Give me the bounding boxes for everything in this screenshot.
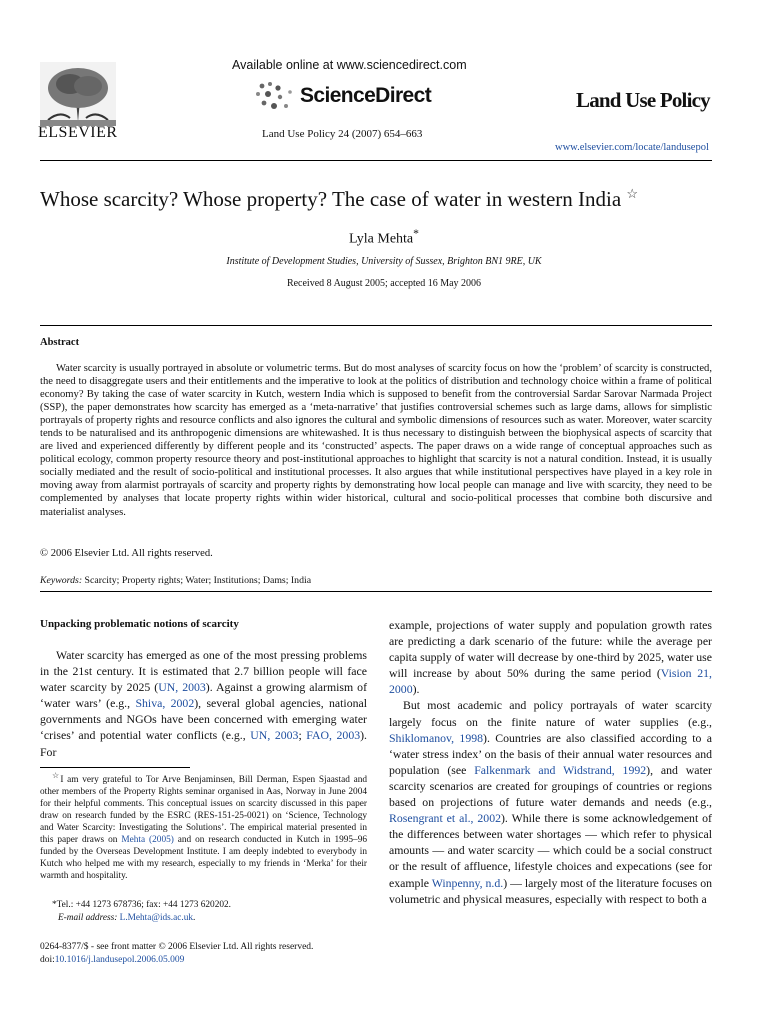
email-end: .	[193, 913, 196, 923]
footnote-rule	[40, 767, 190, 768]
body-text: ). Countries are also classified according to a ‘water stress index’ on the basis of their annual water resources and population (see	[389, 730, 712, 777]
body-text: ).	[412, 682, 420, 697]
journal-citation: Land Use Policy 24 (2007) 654–663	[262, 128, 423, 140]
sciencedirect-logo-text: ScienceDirect	[300, 84, 432, 107]
ref-link-vision-21[interactable]: Vision 21, 2000	[389, 666, 713, 697]
article-title	[40, 186, 720, 212]
body-text: ). While there is some acknowledgement of the differences between water shortages — which refer to physical amounts — and water scarcity — which could be a social construct or the result of affluence, lifestyle choices and expecations (see for example	[389, 811, 712, 890]
body-text: ) — largely most of the literature focuses on volumetric and physical measures, especially with respect to both a	[389, 875, 712, 906]
body-text: Water scarcity has emerged as one of the most pressing problems in the 21st century. It is estimated that 2.7 billion people will face water scarcity by 2025 (	[40, 648, 367, 695]
doi-prefix: doi:	[40, 955, 55, 965]
email-link[interactable]: L.Mehta@ids.ac.uk	[119, 913, 194, 923]
issn-line: 0264-8377/$ - see front matter © 2006 Elsevier Ltd. All rights reserved.	[40, 942, 314, 952]
ref-link-un-2003[interactable]: UN, 2003	[158, 680, 206, 695]
ref-link-falkenmark-1992[interactable]: Falkenmark and Widstrand, 1992	[474, 762, 647, 777]
right-paragraph-1	[389, 618, 712, 696]
available-online-text: Available online at www.sciencedirect.com	[232, 58, 467, 72]
ref-link-shiva-2002[interactable]: Shiva, 2002	[135, 696, 195, 711]
author-affiliation: Institute of Development Studies, University of Sussex, Brighton BN1 9RE, UK	[226, 256, 542, 267]
ref-link-fao-2003[interactable]: FAO, 2003	[306, 728, 361, 743]
ref-link-un-2003[interactable]: UN, 2003	[250, 728, 299, 743]
article-title-text: Whose scarcity? Whose property? The case of water in western India	[40, 187, 622, 211]
footnote-star-icon: ☆	[52, 771, 61, 780]
ref-link-winpenny[interactable]: Winpenny, n.d.	[431, 875, 504, 890]
email-label: E-mail address:	[58, 913, 118, 923]
title-footnote-star-icon[interactable]: ☆	[626, 186, 639, 201]
ref-link-shiklomanov-1998[interactable]: Shiklomanov, 1998	[389, 730, 484, 745]
body-text: example, projections of water supply and population growth rates are predicting a dark scenario of the future: while the average per capita supply of water will decrease by one-third by 2025, water use will increase by about 50% during the same period (	[389, 618, 712, 681]
journal-url-link[interactable]: www.elsevier.com/locate/landusepol	[555, 142, 709, 153]
ref-link-rosegrant-2002[interactable]: Rosengrant et al., 2002	[389, 811, 501, 826]
publisher-name: ELSEVIER	[38, 124, 118, 141]
keywords-line	[40, 575, 311, 586]
footnote-telephone: *Tel.: +44 1273 678736; fax: +44 1273 620202.	[52, 900, 231, 910]
footnote-text	[40, 770, 367, 883]
doi-link[interactable]: 10.1016/j.landusepol.2006.05.009	[54, 955, 185, 965]
abstract-body: Water scarcity is usually portrayed in absolute or volumetric terms. But do most analyses of scarcity focus on how the ‘problem’ of scarcity is constructed, the need to disaggregate users and their entitlements and the imperative to look at the politics of distribution and technology choice within a frame of political economy? By taking the case of water scarcity in Kutch, western India which is supposed to benefit from the controversial Sardar Sarovar Narmada Project (SSP), the paper demonstrates how scarcity has emerged as a ‘meta-narrative’ that justifies controversial schemes such as large dams, allows for simplistic portrayals of property rights and resource conflicts and also ignores the cultural and symbolic dimensions of resources such as water. Moreover, water scarcity tends to be naturalised and its anthropogenic dimensions are whitewashed. It is thus necessary to distinguish between the biophysical aspects of scarcity that are lived and experienced differently by different people and its ‘constructed’ aspects. The paper draws on a wide range of conceptual approaches such as political ecology, common property resource theory and post-institutional approaches to highlight that scarcity is not a natural condition. Instead, it is usually socially mediated and the result of socio-political and institutional processes. It also argues that while institutional perspectives have played in a key role in moving away from alarmist portrayals of scarcity and property rights by demonstrating how local people can manage and live with scarcity, they need to be complemented by analyses that locate property rights within wider historical, cultural and socio-political processes that combine both discursive and materialist analyses.	[40, 363, 712, 518]
keywords-rule	[40, 591, 712, 592]
author-footnote-mark[interactable]: *	[413, 227, 419, 240]
author-name	[0, 227, 768, 248]
abstract-copyright: © 2006 Elsevier Ltd. All rights reserved.	[40, 548, 213, 559]
body-text: ). Against a growing alarmism of ‘water wars’ (e.g.,	[40, 680, 368, 711]
keywords-values: Scarcity; Property rights; Water; Institutions; Dams; India	[84, 575, 312, 586]
received-dates: Received 8 August 2005; accepted 16 May 2006	[286, 278, 482, 289]
right-paragraph-2	[389, 697, 712, 906]
body-text: ). For	[40, 728, 368, 759]
doi-line	[40, 955, 184, 965]
keywords-label: Keywords:	[40, 575, 83, 586]
abstract-top-rule	[40, 325, 712, 326]
section-heading: Unpacking problematic notions of scarcity	[40, 618, 239, 630]
body-text: ), and water scarcity scenarios are created for groupings of countries or regions based on projections of future water demands and needs (e.g.,	[389, 762, 712, 810]
footnote-body: and on research conducted in Kutch in 1995–96 funded by the Overseas Development Institute. I am deeply indebted to everybody in Kutch who helped me with my research, especially to my friends in ‘Merka’ for their warmth and hospitality.	[40, 835, 367, 882]
left-column-paragraph	[40, 647, 367, 760]
author-text: Lyla Mehta	[349, 231, 414, 247]
body-text: But most academic and policy portrayals of water scarcity largely focus on the finite nature of water supplies (e.g.,	[389, 698, 712, 729]
ref-link-mehta-2005[interactable]: Mehta (2005)	[121, 835, 174, 846]
footnote-body: I am very grateful to Tor Arve Benjaminsen, Bill Derman, Espen Sjaastad and other members of the Property Rights seminar organised in Aas, Norway in June 2004 for their helpful comments. This conceptual issues on scarcity discussed in this paper draw on research funded by the ESRC (RES-151-25-0021) on ‘Science, Technology and Water Scarcity: Investigating the Solutions’. The empirical material presented in this paper draws on	[40, 775, 368, 846]
body-text: ), several global agencies, national governments and NGOs have been concerned with emerging water ‘crises’ and potential water conflicts (e.g.,	[40, 696, 367, 743]
journal-logo-text: Land Use Policy	[576, 88, 710, 112]
abstract-heading: Abstract	[40, 337, 80, 348]
body-text: ;	[298, 728, 307, 743]
footnote-email	[58, 913, 195, 923]
header-rule	[40, 160, 712, 161]
right-column	[389, 617, 712, 907]
sciencedirect-dots-icon	[252, 80, 302, 114]
elsevier-tree-logo	[40, 62, 116, 126]
